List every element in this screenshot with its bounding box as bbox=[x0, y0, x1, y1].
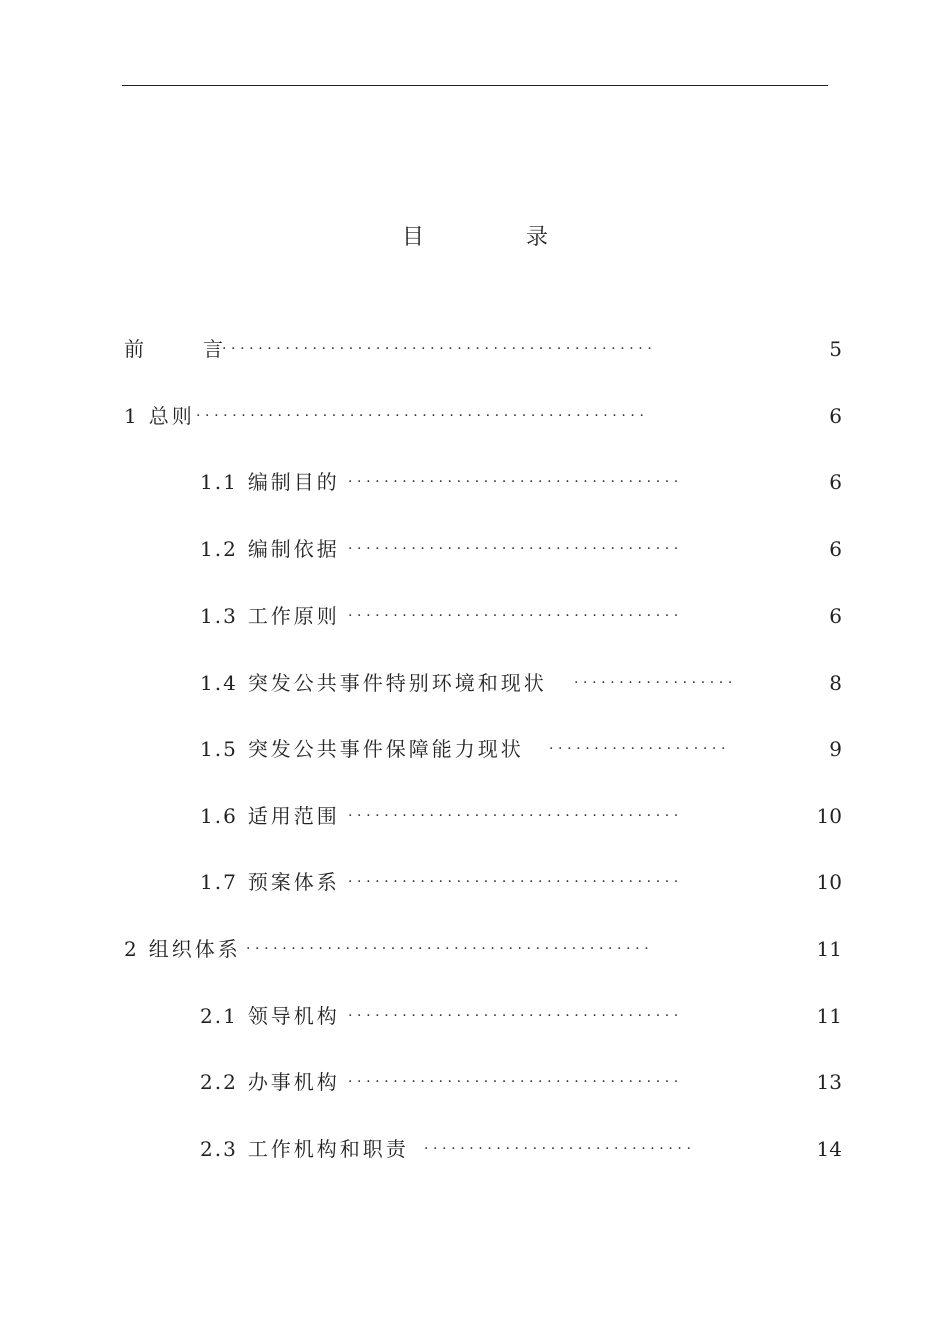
title-char-2: 录 bbox=[526, 225, 549, 250]
toc-entry-label: 2.2 办事机构 bbox=[200, 1070, 340, 1094]
dot-leader: ·················· bbox=[574, 675, 737, 691]
toc-entry-1-7[interactable] bbox=[200, 867, 842, 897]
toc-entry-label: 1.1 编制目的 bbox=[200, 470, 340, 494]
toc-page-number: 13 bbox=[816, 1070, 842, 1094]
toc-page-number: 6 bbox=[829, 537, 842, 561]
toc-entry-2-2[interactable] bbox=[200, 1067, 842, 1097]
toc-entry-label: 2 组织体系 bbox=[124, 937, 241, 961]
dot-leader: ····································· bbox=[348, 874, 683, 890]
toc-entry-1-6[interactable] bbox=[200, 801, 842, 831]
dot-leader: ····································· bbox=[348, 541, 683, 557]
toc-page-number: 11 bbox=[816, 937, 842, 961]
toc-entry-1-1[interactable] bbox=[200, 467, 842, 497]
dot-leader: ····································· bbox=[348, 1074, 683, 1090]
toc-entry-label: 1.3 工作原则 bbox=[200, 604, 340, 628]
toc-entry-label: 1.4 突发公共事件特别环境和现状 bbox=[200, 671, 547, 695]
toc-entry-label: 2.3 工作机构和职责 bbox=[200, 1137, 409, 1161]
dot-leader: ············································· bbox=[246, 941, 654, 957]
toc-page-number: 6 bbox=[829, 604, 842, 628]
toc-entry-1[interactable] bbox=[124, 401, 842, 431]
toc-entry-label: 1.6 适用范围 bbox=[200, 804, 340, 828]
toc-page-number: 5 bbox=[829, 337, 842, 361]
dot-leader: ······························ bbox=[424, 1141, 696, 1157]
toc-entry-preface[interactable] bbox=[124, 334, 842, 364]
dot-leader: ·················································· bbox=[196, 408, 649, 424]
dot-leader: ····································· bbox=[348, 1008, 683, 1024]
toc-page-number: 9 bbox=[829, 737, 842, 761]
toc-page-number: 10 bbox=[816, 804, 842, 828]
toc-entry-label: 2.1 领导机构 bbox=[200, 1004, 340, 1028]
toc-page-number: 6 bbox=[829, 404, 842, 428]
dot-leader: ····································· bbox=[348, 808, 683, 824]
toc-entry-1-2[interactable] bbox=[200, 534, 842, 564]
header-rule bbox=[122, 85, 828, 86]
dot-leader: ····································· bbox=[348, 474, 683, 490]
toc-entry-label: 1.5 突发公共事件保障能力现状 bbox=[200, 737, 524, 761]
toc-page-number: 11 bbox=[816, 1004, 842, 1028]
toc-page-number: 10 bbox=[816, 870, 842, 894]
dot-leader: ···················· bbox=[549, 741, 731, 757]
toc-entry-1-5[interactable] bbox=[200, 734, 842, 764]
toc-entry-1-4[interactable] bbox=[200, 668, 842, 698]
toc-entry-2[interactable] bbox=[124, 934, 842, 964]
page-title bbox=[0, 222, 950, 254]
toc-entry-label: 1.7 预案体系 bbox=[200, 870, 340, 894]
toc-entry-2-1[interactable] bbox=[200, 1001, 842, 1031]
toc-entry-label: 前 言 bbox=[124, 337, 226, 361]
toc-page-number: 14 bbox=[816, 1137, 842, 1161]
dot-leader: ····································· bbox=[348, 608, 683, 624]
toc-entry-2-3[interactable] bbox=[200, 1134, 842, 1164]
toc-entry-label: 1 总则 bbox=[124, 404, 195, 428]
toc-page-number: 6 bbox=[829, 470, 842, 494]
toc-entry-label: 1.2 编制依据 bbox=[200, 537, 340, 561]
toc-entry-1-3[interactable] bbox=[200, 601, 842, 631]
toc-page-number: 8 bbox=[829, 671, 842, 695]
dot-leader: ················································ bbox=[222, 341, 657, 357]
title-char-1: 目 bbox=[402, 225, 425, 250]
